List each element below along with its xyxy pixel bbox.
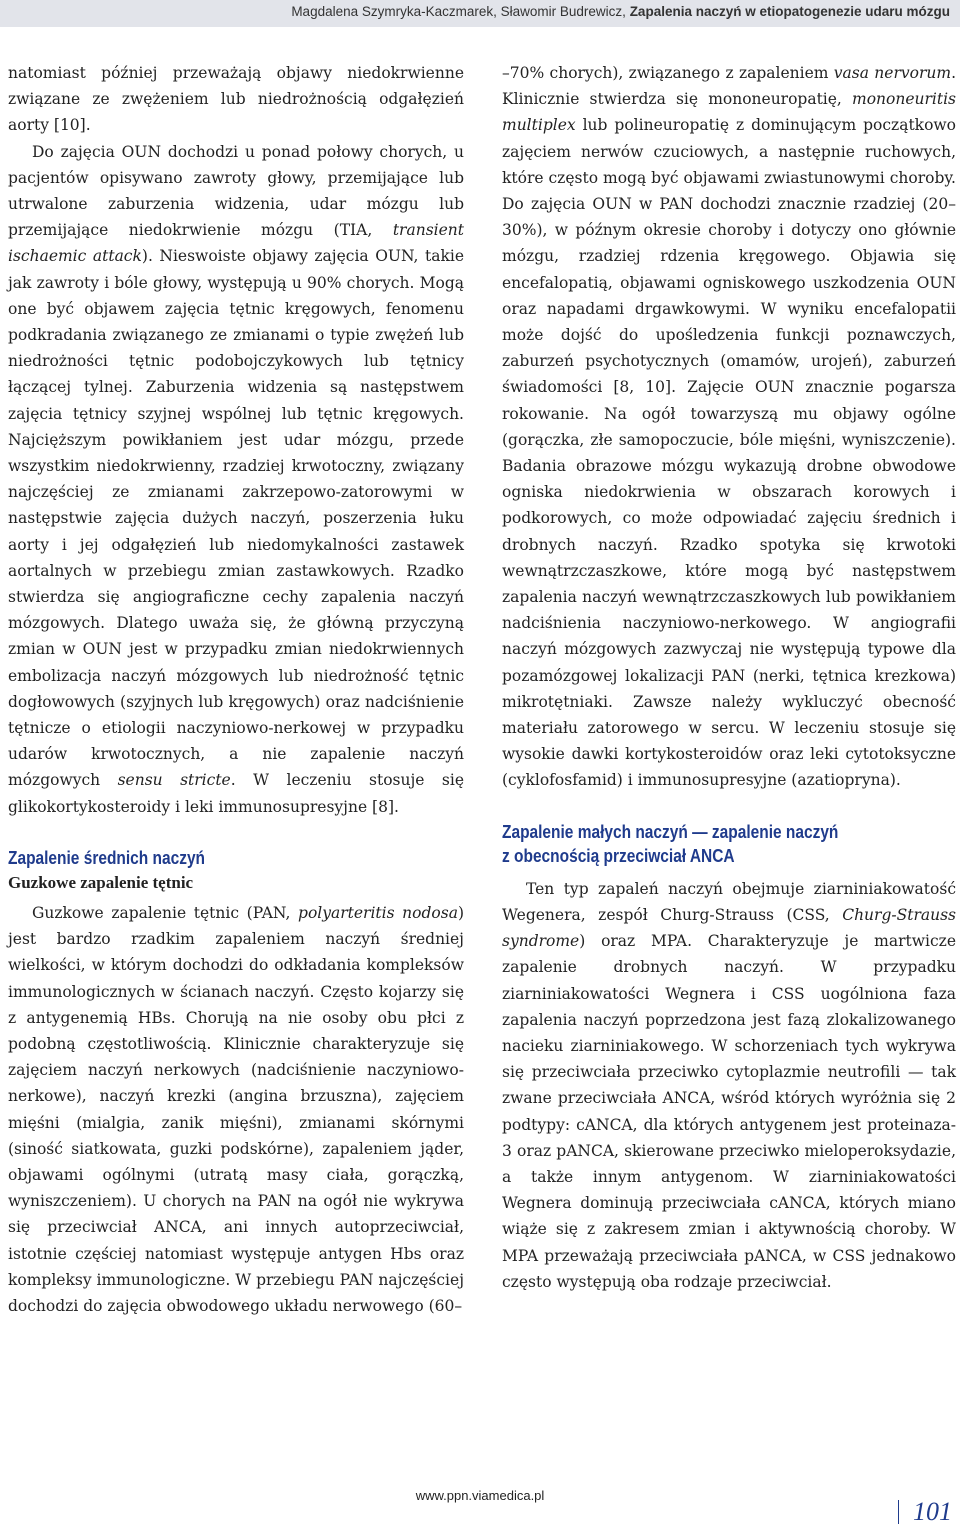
subsection-title: Guzkowe zapalenie tętnic xyxy=(8,872,194,892)
page-number: 101 xyxy=(898,1500,952,1524)
paragraph xyxy=(502,60,956,794)
text-run: Guzkowe zapalenie tętnic (PAN, xyxy=(32,903,299,922)
running-head-text xyxy=(291,4,950,19)
text-run: . W leczeniu stosuje się glikokortykosteroidy i leki immunosupresyjne [8]. xyxy=(8,771,464,816)
left-column xyxy=(8,60,464,1319)
text-run: . Klinicznie stwierdza się mononeuropatię, xyxy=(502,64,956,109)
footer-url: www.ppn.viamedica.pl xyxy=(415,1488,545,1503)
text-run: Ten typ zapaleń naczyń obejmuje ziarniniakowatość Wegenera, zespół Churg-Strauss (CSS, xyxy=(502,879,956,924)
italic-term: mononeuritis multiplex xyxy=(502,90,956,135)
running-head-authors: Magdalena Szymryka-Kaczmarek, Sławomir Budrewicz, xyxy=(291,4,626,19)
italic-term: transient ischaemic attack xyxy=(8,221,464,266)
paragraph xyxy=(8,900,464,1319)
italic-term: polyarteritis nodosa xyxy=(298,903,458,922)
text-run: lub polineuropatię z dominującym początkowo zajęciem nerwów czuciowych, a następnie ruchowych, które często mogą być objawami zwiastunowymi choroby. Do zajęcia OUN w PAN dochodzi znacznie rzadziej (20–30%), w późnym okresie choroby i dotyczy ono głównie mózgu, rzadziej rdzenia kręgowego. Objawia się encefalopatią, objawami ogniskowego uszkodzenia OUN oraz napadami drgawkowymi. W wyniku encefalopatii może dojść do upośledzenia funkcji poznawczych, zaburzeń psychotycznych (omamów, urojeń), zaburzeń świadomości [8, 10]. Zajęcie OUN znacznie pogarsza rokowanie. Na ogół towarzyszą mu objawy ogólne (gorączka, złe samopoczucie, bóle mięśni, wyniszczenie). Badania obrazowe mózgu wykazują drobne obwodowe ogniska niedokrwienia w obszarach korowych i podkorowych, co może odpowiadać zajęciu średnich i drobnych naczyń. Rzadko spotyka się krwotoki wewnątrzczaszkowe, które mogą być następstwem zapalenia naczyń wewnątrzczaszkowych lub powikłaniem nadciśnienia naczyniowo-nerkowego. W angiografii naczyń mózgowych zazwyczaj nie występują typowe dla pozamózgowej lokalizacji PAN (nerki, tętnica krezkowa) mikrotętniaki. Zawsze należy wykluczyć obecność materiału zatorowego w sercu. W leczeniu stosuje się wysokie dawki kortykosteroidów oraz leki cytotoksyczne (cyklofosfamid) i immunosupresyjne (azatiopryna). xyxy=(502,116,956,790)
section-title: Zapalenie średnich naczyń xyxy=(8,847,206,868)
paragraph xyxy=(8,60,464,139)
section-title-line: z obecnością przeciwciał ANCA xyxy=(502,845,735,866)
text-run: ) jest bardzo rzadkim zapaleniem naczyń średniej wielkości, w którym dochodzi do odkładania kompleksów immunologicznych w ścianach naczyń. Często kojarzy się z antygenemią HBs. Chorują na nie osoby obu płci z podobną częstotliwością. Klinicznie charakteryzuje się zajęciem naczyń nerkowych (nadciśnienie naczyniowo-nerkowe), naczyń krezki (angina brzuszna), zajęciem mięśni (mialgia, zanik mięśni), zmianami skórnymi (siność siatkowata, guzki podskórne), zapaleniem jąder, objawami ogólnymi (utratą masy ciała, gorączką, wyniszczeniem). U chorych na PAN na ogół nie wykrywa się przeciwciał ANCA, ani innych autoprzeciwciał, istotnie częściej natomiast występuje antygen Hbs oraz kompleksy immunologiczne. W przebiegu PAN najczęściej dochodzi do zajęcia obwodowego układu nerwowego (60– xyxy=(8,903,464,1315)
italic-term: Churg-Strauss syndrome xyxy=(502,905,956,951)
section-title xyxy=(502,820,955,868)
paragraph xyxy=(8,139,464,820)
text-run: ) oraz MPA. Charakteryzuje je martwicze zapalenie drobnych naczyń. W przypadku ziarniniakowatości Wegnera i CSS uogólniona faza zapalenia naczyń poprzedzona jest fazą zlokalizowanego nacieku ziarniniakowego. W schorzeniach tych wykrywa się przeciwciała przeciwko cytoplazmie neutrofili — tak zwane przeciwciała ANCA, wśród których wyróżnia się 2 podtypy: cANCA, dla których antygenem jest proteinaza-3 oraz pANCA, skierowane przeciwko mieloperoksydazie, a także innym antygenom. W ziarniniakowatości Wegnera dominują przeciwciała cANCA, których miano wiąże się z zakresem zmian i aktywnością choroby. W MPA przeważają przeciwciała pANCA, w CSS jednakowo często występują oba rodzaje przeciwciał. xyxy=(502,932,956,1291)
italic-term: vasa nervorum xyxy=(833,64,952,82)
running-head xyxy=(0,0,960,27)
italic-term: sensu stricte xyxy=(117,771,231,790)
running-head-title: Zapalenia naczyń w etiopatogenezie udaru mózgu xyxy=(629,4,950,19)
right-column xyxy=(502,60,956,1295)
text-run: natomiast później przeważają objawy niedokrwienne związane ze zwężeniem lub niedrożnością odgałęzień aorty [10]. xyxy=(8,64,464,135)
text-run: Do zajęcia OUN dochodzi u ponad połowy chorych, u pacjentów opisywano zawroty głowy, przemijające lub utrwalone zaburzenia widzenia, udar mózgu lub przemijające niedokrwienie mózgu (TIA, xyxy=(8,142,464,240)
text-run: ). Nieswoiste objawy zajęcia OUN, takie jak zawroty i bóle głowy, występują u 90% chorych. Mogą one być objawem zajęcia tętnic kręgowych, fenomenu podkradania związanego ze zmianami o typie zwężeń lub niedrożności tętnic podobojczykowych lub tętnicy łączącej tylnej. Zaburzenia widzenia są następstwem zajęcia tętnicy szyjnej wspólnej lub tętnic kręgowych. Najcięższym powikłaniem jest udar mózgu, przede wszystkim niedokrwienny, rzadziej krwotoczny, związany najczęściej ze zmianami zakrzepowo-zatorowymi w następstwie zajęcia dużych naczyń, poszerzenia łuku aorty i jej odgałęzień lub niedomykalności zastawek aortalnych w przebiegu zmian zastawkowych. Rzadko stwierdza się angiograficzne cechy zapalenia naczyń mózgowych. Dlatego uważa się, że główną przyczyną zmian w OUN jest w przypadku zmian niedokrwiennych embolizacja naczyń mózgowych lub niedrożność tętnic dogłowowych (szyjnych lub kręgowych) oraz nadciśnienie tętnicze o etiologii naczyniowo-nerkowej w przypadku udarów krwotocznych, a nie zapalenie naczyń mózgowych xyxy=(8,247,464,790)
section-title-line: Zapalenie małych naczyń — zapalenie naczyń xyxy=(502,821,839,842)
text-run: –70% chorych), związanego z zapaleniem xyxy=(502,64,834,82)
paragraph xyxy=(502,876,956,1295)
